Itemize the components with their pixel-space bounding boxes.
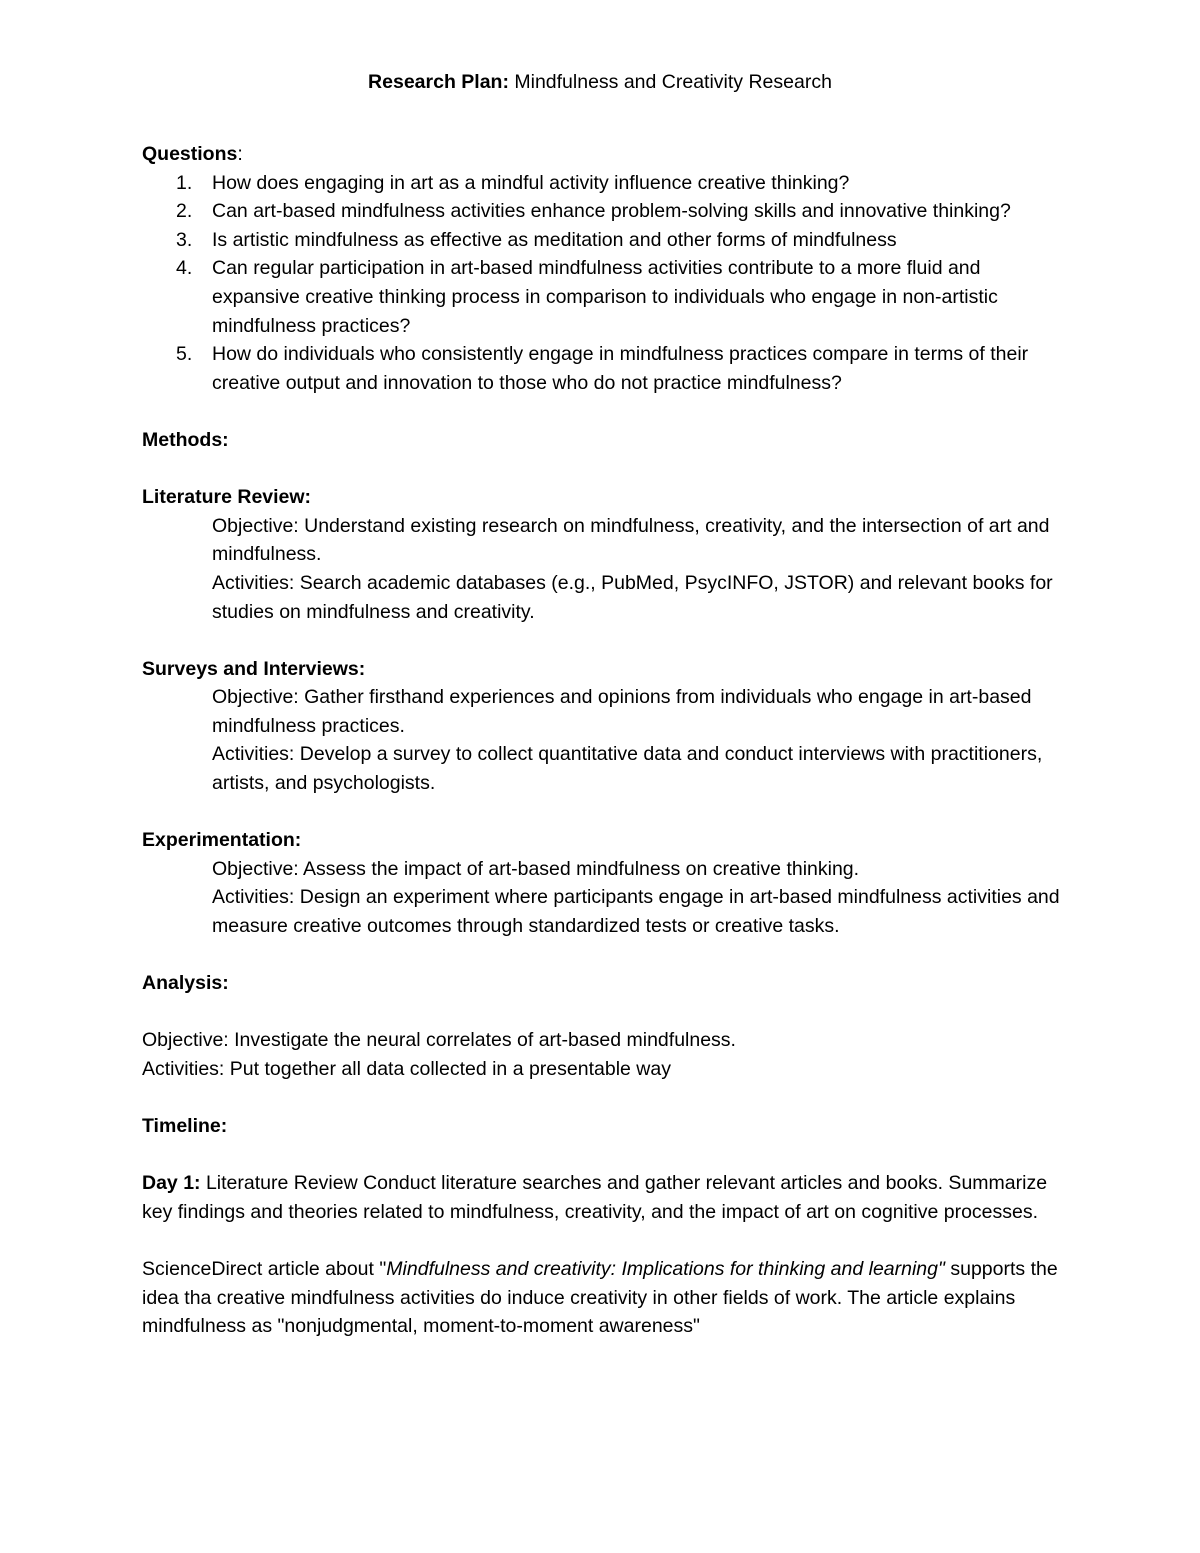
question-text: Can art-based mindfulness activities enhance problem-solving skills and innovative thinking? xyxy=(212,200,1011,223)
list-number: 3. xyxy=(176,228,193,251)
questions-list xyxy=(142,169,1062,398)
literature-review-activities: Activities: Search academic databases (e.g., PubMed, PsycINFO, JSTOR) and relevant books for studies on mindfulness and creativity. xyxy=(212,571,1053,623)
list-item xyxy=(142,254,1062,340)
article-body: supports the idea tha creative mindfulness activities do induce creativity in other fields of work. The article explains mindfulness as "nonjudgmental, moment-to-moment awareness" xyxy=(142,1258,1058,1338)
list-item xyxy=(142,340,1062,397)
question-text: How do individuals who consistently engage in mindfulness practices compare in terms of their creative output and innovation to those who do not practice mindfulness? xyxy=(212,343,1029,394)
list-item xyxy=(142,169,1062,198)
experimentation-objective: Objective: Assess the impact of art-based mindfulness on creative thinking. xyxy=(212,857,860,880)
timeline-day1 xyxy=(142,1169,1062,1226)
literature-review-objective: Objective: Understand existing research on mindfulness, creativity, and the intersection of art and mindfulness. xyxy=(212,514,1050,566)
article-title: Mindfulness and creativity: Implications for thinking and learning" xyxy=(386,1258,945,1281)
list-number: 1. xyxy=(176,171,193,194)
methods-heading: Methods: xyxy=(142,428,229,451)
question-text: Can regular participation in art-based mindfulness activities contribute to a more fluid and expansive creative thinking process in comparison to individuals who engage in non-artistic mindfulness practices? xyxy=(212,257,998,337)
experimentation-heading: Experimentation: xyxy=(142,829,302,852)
analysis-objective: Objective: Investigate the neural correlates of art-based mindfulness. xyxy=(142,1029,736,1052)
questions-heading xyxy=(142,140,1062,169)
surveys-objective: Objective: Gather firsthand experiences and opinions from individuals who engage in art-based mindfulness practices. xyxy=(212,686,1032,737)
list-number: 5. xyxy=(176,343,193,366)
day1-label: Day 1: xyxy=(142,1172,201,1195)
list-item xyxy=(142,197,1062,226)
experimentation-activities: Activities: Design an experiment where participants engage in art-based mindfulness activities and measure creative outcomes through standardized tests or creative tasks. xyxy=(212,886,1060,938)
title-text: Mindfulness and Creativity Research xyxy=(508,71,832,93)
analysis-activities: Activities: Put together all data collected in a presentable way xyxy=(142,1058,671,1080)
surveys-heading: Surveys and Interviews: xyxy=(142,657,366,680)
timeline-heading: Timeline: xyxy=(142,1115,228,1138)
day1-text: Literature Review Conduct literature searches and gather relevant articles and books. Summarize key findings and theories related to mindfulness, creativity, and the impact of art on cognitive processes. xyxy=(142,1172,1048,1223)
questions-heading-text: Questions xyxy=(142,143,238,165)
list-item xyxy=(142,226,1062,255)
question-text: How does engaging in art as a mindful activity influence creative thinking? xyxy=(212,171,850,194)
article-intro: ScienceDirect article about " xyxy=(142,1258,387,1281)
surveys-activities: Activities: Develop a survey to collect quantitative data and conduct interviews with practitioners, artists, and psychologists. xyxy=(212,743,1043,795)
list-number: 2. xyxy=(176,200,193,223)
literature-review-heading: Literature Review: xyxy=(142,486,312,509)
title-label: Research Plan: xyxy=(368,71,509,93)
article-paragraph xyxy=(142,1255,1062,1341)
analysis-heading: Analysis: xyxy=(142,972,229,995)
page-title xyxy=(142,68,1058,97)
list-number: 4. xyxy=(176,257,193,280)
question-text: Is artistic mindfulness as effective as meditation and other forms of mindfulness xyxy=(212,228,897,251)
questions-heading-colon: : xyxy=(237,143,243,165)
document-page xyxy=(142,68,1062,1341)
